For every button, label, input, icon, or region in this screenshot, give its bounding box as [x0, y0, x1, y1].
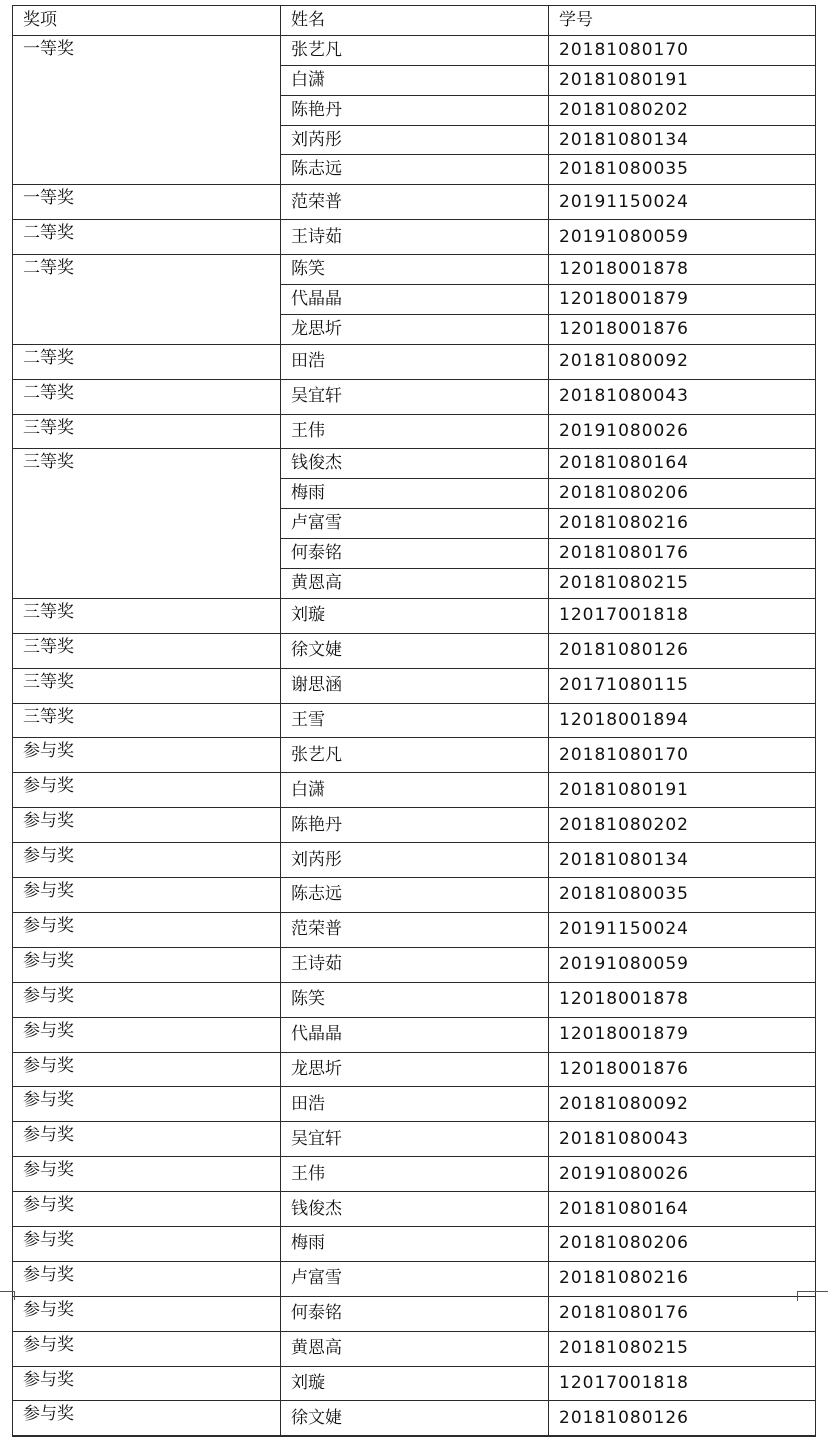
- name-cell: 吴宜轩: [281, 379, 549, 414]
- award-cell: 参与奖: [13, 773, 281, 808]
- student-id-cell: 20181080164: [549, 1192, 816, 1227]
- award-cell: 一等奖: [13, 35, 281, 184]
- student-id-cell: 20181080134: [549, 125, 816, 155]
- table-row: [13, 1122, 816, 1157]
- student-id-cell: 20181080170: [549, 35, 816, 65]
- award-cell: 参与奖: [13, 1157, 281, 1192]
- award-cell: 参与奖: [13, 738, 281, 773]
- header-name: 姓名: [281, 6, 549, 36]
- award-cell: 参与奖: [13, 1192, 281, 1227]
- table-row: [13, 947, 816, 982]
- name-cell: 陈志远: [281, 878, 549, 913]
- student-id-cell: 12018001878: [549, 255, 816, 285]
- name-cell: 田浩: [281, 344, 549, 379]
- award-cell: 三等奖: [13, 598, 281, 633]
- table-row: [13, 982, 816, 1017]
- student-id-cell: 20191080059: [549, 947, 816, 982]
- table-row: [13, 633, 816, 668]
- student-id-cell: 20181080035: [549, 878, 816, 913]
- student-id-cell: 20181080202: [549, 95, 816, 125]
- award-cell: 三等奖: [13, 703, 281, 738]
- award-cell: 参与奖: [13, 982, 281, 1017]
- name-cell: 代晶晶: [281, 285, 549, 315]
- table-row: [13, 255, 816, 285]
- table-row: [13, 449, 816, 479]
- award-cell: 二等奖: [13, 344, 281, 379]
- table-row: [13, 912, 816, 947]
- name-cell: 白潇: [281, 65, 549, 95]
- table-row: [13, 598, 816, 633]
- award-cell: 参与奖: [13, 1226, 281, 1261]
- student-id-cell: 20181080043: [549, 1122, 816, 1157]
- award-cell: 三等奖: [13, 668, 281, 703]
- table-row: [13, 414, 816, 449]
- award-cell: 参与奖: [13, 808, 281, 843]
- student-id-cell: 20191150024: [549, 912, 816, 947]
- student-id-cell: 20181080206: [549, 479, 816, 509]
- name-cell: 刘芮彤: [281, 843, 549, 878]
- award-cell: 二等奖: [13, 379, 281, 414]
- table-row: [13, 1261, 816, 1296]
- table-row: [13, 773, 816, 808]
- name-cell: 代晶晶: [281, 1017, 549, 1052]
- award-cell: 参与奖: [13, 1017, 281, 1052]
- student-id-cell: 20181080191: [549, 65, 816, 95]
- name-cell: 刘芮彤: [281, 125, 549, 155]
- table-row: [13, 379, 816, 414]
- header-student-id: 学号: [549, 6, 816, 36]
- name-cell: 梅雨: [281, 1226, 549, 1261]
- name-cell: 陈笑: [281, 982, 549, 1017]
- table-row: [13, 1192, 816, 1227]
- student-id-cell: 12017001818: [549, 598, 816, 633]
- name-cell: 卢富雪: [281, 1261, 549, 1296]
- name-cell: 陈笑: [281, 255, 549, 285]
- table-row: [13, 843, 816, 878]
- name-cell: 钱俊杰: [281, 1192, 549, 1227]
- name-cell: 范荣普: [281, 185, 549, 220]
- student-id-cell: 20171080115: [549, 668, 816, 703]
- name-cell: 王诗茹: [281, 220, 549, 255]
- name-cell: 王诗茹: [281, 947, 549, 982]
- table-header-row: [13, 6, 816, 36]
- name-cell: 何泰铭: [281, 1296, 549, 1331]
- table-row: [13, 1157, 816, 1192]
- name-cell: 陈艳丹: [281, 808, 549, 843]
- name-cell: 钱俊杰: [281, 449, 549, 479]
- award-cell: 三等奖: [13, 449, 281, 598]
- student-id-cell: 12018001879: [549, 1017, 816, 1052]
- student-id-cell: 20181080126: [549, 633, 816, 668]
- table-row: [13, 738, 816, 773]
- student-id-cell: 20181080202: [549, 808, 816, 843]
- name-cell: 黄恩高: [281, 569, 549, 599]
- name-cell: 王伟: [281, 414, 549, 449]
- student-id-cell: 20191080059: [549, 220, 816, 255]
- student-id-cell: 20181080134: [549, 843, 816, 878]
- name-cell: 刘璇: [281, 1366, 549, 1401]
- award-cell: 参与奖: [13, 1087, 281, 1122]
- name-cell: 梅雨: [281, 479, 549, 509]
- table-row: [13, 1017, 816, 1052]
- name-cell: 卢富雪: [281, 509, 549, 539]
- name-cell: 张艺凡: [281, 738, 549, 773]
- award-cell: 参与奖: [13, 1366, 281, 1401]
- student-id-cell: 20181080170: [549, 738, 816, 773]
- student-id-cell: 12018001894: [549, 703, 816, 738]
- name-cell: 徐文婕: [281, 1401, 549, 1436]
- student-id-cell: 12018001876: [549, 314, 816, 344]
- name-cell: 白潇: [281, 773, 549, 808]
- student-id-cell: 20191150024: [549, 185, 816, 220]
- student-id-cell: 20181080035: [549, 155, 816, 185]
- student-id-cell: 20181080092: [549, 344, 816, 379]
- award-cell: 三等奖: [13, 414, 281, 449]
- table-row: [13, 344, 816, 379]
- name-cell: 范荣普: [281, 912, 549, 947]
- award-cell: 参与奖: [13, 1401, 281, 1436]
- award-cell: 二等奖: [13, 255, 281, 345]
- table-row: [13, 220, 816, 255]
- table-row: [13, 185, 816, 220]
- student-id-cell: 20181080216: [549, 1261, 816, 1296]
- student-id-cell: 20181080092: [549, 1087, 816, 1122]
- table-row: [13, 1401, 816, 1436]
- student-id-cell: 12017001818: [549, 1366, 816, 1401]
- table-row: [13, 35, 816, 65]
- name-cell: 田浩: [281, 1087, 549, 1122]
- name-cell: 龙思圻: [281, 1052, 549, 1087]
- award-cell: 三等奖: [13, 633, 281, 668]
- award-cell: 参与奖: [13, 1122, 281, 1157]
- name-cell: 黄恩高: [281, 1331, 549, 1366]
- student-id-cell: 12018001876: [549, 1052, 816, 1087]
- student-id-cell: 20181080043: [549, 379, 816, 414]
- student-id-cell: 20181080176: [549, 1296, 816, 1331]
- name-cell: 龙思圻: [281, 314, 549, 344]
- name-cell: 刘璇: [281, 598, 549, 633]
- table-row: [13, 1087, 816, 1122]
- header-award: 奖项: [13, 6, 281, 36]
- student-id-cell: 20181080216: [549, 509, 816, 539]
- award-cell: 一等奖: [13, 185, 281, 220]
- table-row: [13, 1366, 816, 1401]
- award-list-table: [12, 5, 816, 1437]
- award-cell: 参与奖: [13, 1331, 281, 1366]
- table-row: [13, 668, 816, 703]
- student-id-cell: 20181080164: [549, 449, 816, 479]
- award-cell: 参与奖: [13, 878, 281, 913]
- award-cell: 参与奖: [13, 947, 281, 982]
- student-id-cell: 12018001878: [549, 982, 816, 1017]
- student-id-cell: 20181080126: [549, 1401, 816, 1436]
- name-cell: 徐文婕: [281, 633, 549, 668]
- award-cell: 参与奖: [13, 1296, 281, 1331]
- name-cell: 王伟: [281, 1157, 549, 1192]
- student-id-cell: 20181080191: [549, 773, 816, 808]
- page-corner-mark-left: [0, 1291, 15, 1300]
- student-id-cell: 20181080176: [549, 539, 816, 569]
- award-cell: 参与奖: [13, 912, 281, 947]
- name-cell: 谢思涵: [281, 668, 549, 703]
- table-row: [13, 878, 816, 913]
- student-id-cell: 20181080215: [549, 569, 816, 599]
- table-row: [13, 703, 816, 738]
- table-row: [13, 808, 816, 843]
- name-cell: 何泰铭: [281, 539, 549, 569]
- name-cell: 陈艳丹: [281, 95, 549, 125]
- award-cell: 参与奖: [13, 1261, 281, 1296]
- table-row: [13, 1296, 816, 1331]
- table-row: [13, 1331, 816, 1366]
- table-row: [13, 1052, 816, 1087]
- award-cell: 参与奖: [13, 843, 281, 878]
- student-id-cell: 20191080026: [549, 1157, 816, 1192]
- student-id-cell: 12018001879: [549, 285, 816, 315]
- student-id-cell: 20191080026: [549, 414, 816, 449]
- table-body: [13, 35, 816, 1436]
- student-id-cell: 20181080206: [549, 1226, 816, 1261]
- award-cell: 二等奖: [13, 220, 281, 255]
- name-cell: 王雪: [281, 703, 549, 738]
- table-row: [13, 1226, 816, 1261]
- name-cell: 陈志远: [281, 155, 549, 185]
- award-cell: 参与奖: [13, 1052, 281, 1087]
- name-cell: 张艺凡: [281, 35, 549, 65]
- student-id-cell: 20181080215: [549, 1331, 816, 1366]
- name-cell: 吴宜轩: [281, 1122, 549, 1157]
